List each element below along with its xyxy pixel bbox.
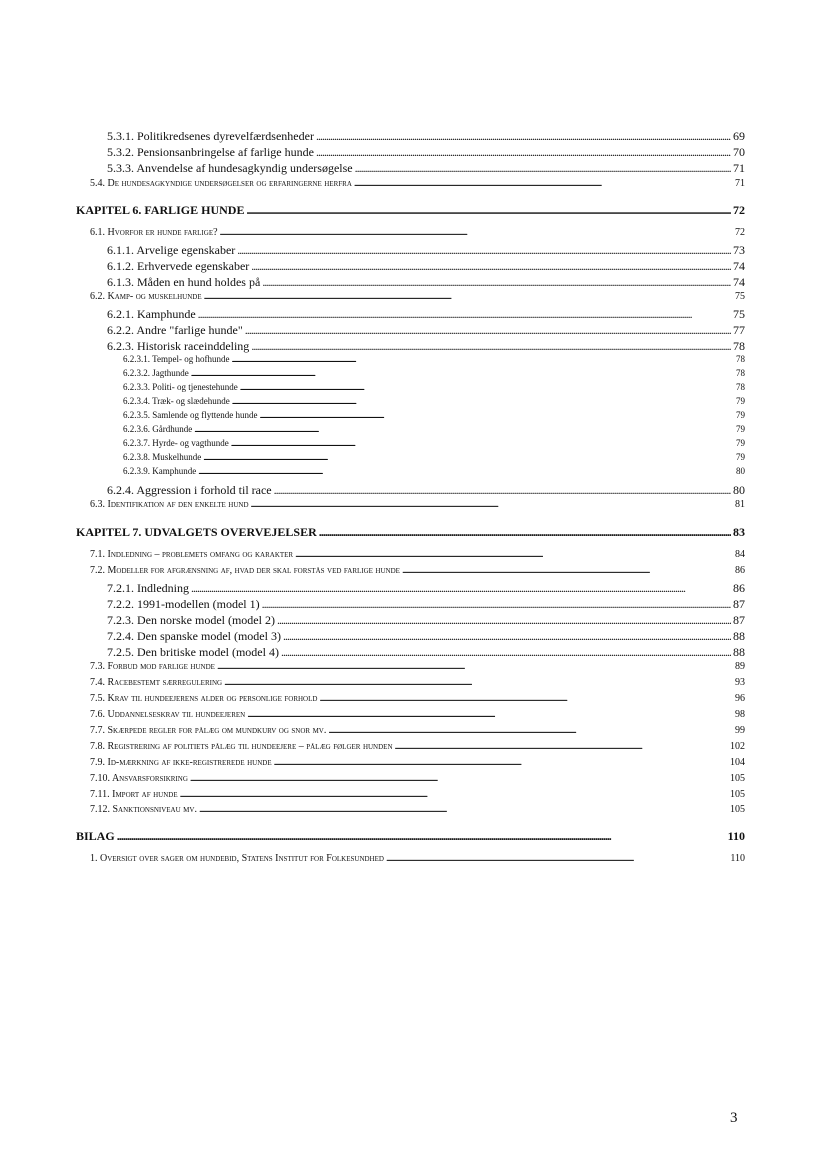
toc-entry-page: 71 bbox=[733, 161, 745, 175]
toc-entry-label: 7.7. Skærpede regler for pålæg om mundkurv og snor mv. bbox=[90, 725, 327, 736]
toc-entry-page: 87 bbox=[733, 597, 745, 611]
dot-leader bbox=[319, 694, 733, 704]
toc-entry-page: 105 bbox=[730, 789, 745, 800]
toc-entry[interactable] bbox=[123, 411, 745, 420]
toc-entry[interactable] bbox=[123, 369, 745, 378]
toc-entry-label: 7.3. Forbud mod farlige hunde bbox=[90, 661, 215, 672]
toc-entry-label: 5.3.2. Pensionsanbringelse af farlige hunde bbox=[107, 145, 314, 159]
toc-entry-label: 7.2.2. 1991-modellen (model 1) bbox=[107, 597, 260, 611]
toc-entry-label: 6.2.3.4. Træk- og slædehunde bbox=[123, 396, 230, 406]
toc-entry[interactable] bbox=[123, 383, 745, 392]
toc-entry-page: 78 bbox=[736, 368, 745, 378]
toc-entry-label: KAPITEL 6. FARLIGE HUNDE bbox=[76, 203, 245, 217]
toc-entry-label: 7.5. Krav til hundeejerens alder og personlige forhold bbox=[90, 693, 318, 704]
toc-entry-page: 87 bbox=[733, 613, 745, 627]
toc-entry-label: 1. Oversigt over sager om hundebid, Statens Institut for Folkesundhed bbox=[90, 853, 384, 864]
toc-entry-page: 78 bbox=[733, 339, 745, 353]
toc-entry-page: 72 bbox=[735, 227, 745, 238]
toc-entry-page: 88 bbox=[733, 629, 745, 643]
toc-entry[interactable] bbox=[123, 439, 745, 448]
dot-leader bbox=[245, 324, 731, 336]
dot-leader bbox=[190, 774, 728, 784]
dot-leader bbox=[316, 130, 731, 142]
toc-entry-label: 6.2.3.3. Politi- og tjenestehunde bbox=[123, 382, 238, 392]
toc-entry-page: 75 bbox=[735, 291, 745, 302]
toc-entry[interactable] bbox=[90, 228, 745, 238]
dot-leader bbox=[203, 453, 734, 462]
dot-leader bbox=[274, 484, 731, 496]
toc-entry[interactable] bbox=[107, 340, 745, 352]
toc-entry-page: 84 bbox=[735, 549, 745, 560]
dot-leader bbox=[232, 397, 734, 406]
dot-leader bbox=[277, 614, 731, 626]
toc-entry-label: 7.8. Registrering af politiets pålæg til hundeejere – pålæg følger hunden bbox=[90, 741, 393, 752]
toc-entry-label: 7.2. Modeller for afgrænsning af, hvad der skal forstås ved farlige hunde bbox=[90, 565, 400, 576]
toc-entry-page: 79 bbox=[736, 424, 745, 434]
dot-leader bbox=[217, 662, 733, 672]
toc-entry[interactable] bbox=[123, 453, 745, 462]
toc-entry-page: 110 bbox=[730, 853, 745, 864]
toc-entry-label: 5.4. De hundesagkyndige undersøgelser og erfaringerne herfra bbox=[90, 178, 352, 189]
dot-leader bbox=[117, 830, 726, 842]
toc-entry-page: 110 bbox=[727, 829, 745, 843]
dot-leader bbox=[251, 260, 731, 272]
toc-entry-page: 77 bbox=[733, 323, 745, 337]
toc-entry-label: 6.2.3. Historisk raceinddeling bbox=[107, 339, 250, 353]
toc-entry-page: 79 bbox=[736, 396, 745, 406]
dot-leader bbox=[251, 500, 733, 510]
dot-leader bbox=[224, 678, 733, 688]
dot-leader bbox=[395, 742, 729, 752]
toc-entry-label: 6.2.3.7. Hyrde- og vagthunde bbox=[123, 438, 229, 448]
toc-entry[interactable] bbox=[107, 646, 745, 658]
toc-entry-label: 7.2.4. Den spanske model (model 3) bbox=[107, 629, 281, 643]
toc-entry-label: 7.2.1. Indledning bbox=[107, 581, 189, 595]
toc-entry-label: 7.1. Indledning – problemets omfang og karakter bbox=[90, 549, 294, 560]
toc-entry-page: 69 bbox=[733, 129, 745, 143]
dot-leader bbox=[204, 292, 733, 302]
toc-entry[interactable] bbox=[90, 710, 745, 720]
toc-entry-page: 81 bbox=[735, 499, 745, 510]
dot-leader bbox=[402, 566, 733, 576]
toc-entry[interactable] bbox=[107, 630, 745, 642]
toc-entry-label: 6.2.1. Kamphunde bbox=[107, 307, 196, 321]
dot-leader bbox=[355, 162, 731, 174]
toc-entry-label: 6.2.3.8. Muskelhunde bbox=[123, 452, 202, 462]
toc-entry[interactable] bbox=[76, 204, 745, 216]
toc-entry[interactable] bbox=[107, 244, 745, 256]
toc-entry-label: 7.10. Ansvarsforsikring bbox=[90, 773, 188, 784]
toc-entry-page: 74 bbox=[733, 259, 745, 273]
toc-entry[interactable] bbox=[90, 774, 745, 784]
toc-entry-label: 6.1. Hvorfor er hunde farlige? bbox=[90, 227, 218, 238]
toc-entry-page: 75 bbox=[733, 307, 745, 321]
toc-entry[interactable] bbox=[90, 662, 745, 672]
toc-entry[interactable] bbox=[90, 550, 745, 560]
dot-leader bbox=[262, 276, 731, 288]
dot-leader bbox=[295, 550, 733, 560]
toc-entry[interactable] bbox=[123, 467, 745, 476]
toc-entry-label: 7.2.5. Den britiske model (model 4) bbox=[107, 645, 279, 659]
toc-entry-label: 6.2. Kamp- og muskelhunde bbox=[90, 291, 202, 302]
dot-leader bbox=[319, 526, 731, 538]
dot-leader bbox=[198, 308, 731, 320]
toc-entry[interactable] bbox=[107, 162, 745, 174]
toc-entry-page: 105 bbox=[730, 804, 745, 815]
toc-entry-label: BILAG bbox=[76, 829, 115, 843]
dot-leader bbox=[198, 467, 734, 476]
toc-entry[interactable] bbox=[90, 179, 745, 189]
toc-entry-page: 71 bbox=[735, 178, 745, 189]
dot-leader bbox=[237, 244, 731, 256]
toc-entry-page: 93 bbox=[735, 677, 745, 688]
dot-leader bbox=[180, 790, 728, 800]
toc-entry-label: 7.9. Id-mærkning af ikke-registrerede hunde bbox=[90, 757, 272, 768]
toc-entry-label: 6.2.3.2. Jagthunde bbox=[123, 368, 189, 378]
toc-entry-page: 78 bbox=[736, 382, 745, 392]
dot-leader bbox=[199, 805, 728, 815]
toc-entry-label: 5.3.1. Politikredsenes dyrevelfærdsenheder bbox=[107, 129, 314, 143]
toc-entry-label: 7.11. Import af hunde bbox=[90, 789, 178, 800]
toc-entry-page: 80 bbox=[736, 466, 745, 476]
toc-entry-label: KAPITEL 7. UDVALGETS OVERVEJELSER bbox=[76, 525, 317, 539]
toc-entry-page: 96 bbox=[735, 693, 745, 704]
toc-entry[interactable] bbox=[90, 500, 745, 510]
toc-entry-page: 78 bbox=[736, 354, 745, 364]
toc-entry[interactable] bbox=[107, 598, 745, 610]
toc-entry[interactable] bbox=[123, 425, 745, 434]
dot-leader bbox=[281, 646, 731, 658]
dot-leader bbox=[274, 758, 728, 768]
toc-entry[interactable] bbox=[90, 694, 745, 704]
toc-entry-label: 6.2.4. Aggression i forhold til race bbox=[107, 483, 272, 497]
toc-entry-label: 6.2.3.5. Samlende og flyttende hunde bbox=[123, 410, 258, 420]
toc-entry-label: 7.6. Uddannelseskrav til hundeejeren bbox=[90, 709, 246, 720]
toc-entry-label: 6.1.2. Erhvervede egenskaber bbox=[107, 259, 250, 273]
dot-leader bbox=[283, 630, 731, 642]
dot-leader bbox=[231, 439, 734, 448]
toc-entry-label: 5.3.3. Anvendelse af hundesagkyndig undersøgelse bbox=[107, 161, 353, 175]
toc-entry[interactable] bbox=[90, 805, 745, 815]
toc-entry-page: 73 bbox=[733, 243, 745, 257]
toc-entry[interactable] bbox=[107, 260, 745, 272]
page-number: 3 bbox=[730, 1110, 738, 1126]
toc-entry[interactable] bbox=[90, 742, 745, 752]
toc-entry-label: 6.2.3.1. Tempel- og hofhunde bbox=[123, 354, 230, 364]
toc-entry[interactable] bbox=[76, 526, 745, 538]
toc-entry-page: 80 bbox=[733, 483, 745, 497]
dot-leader bbox=[259, 411, 734, 420]
toc-entry-page: 70 bbox=[733, 145, 745, 159]
toc-entry[interactable] bbox=[107, 582, 745, 594]
toc-entry-label: 7.2.3. Den norske model (model 2) bbox=[107, 613, 275, 627]
toc-entry[interactable] bbox=[107, 324, 745, 336]
dot-leader bbox=[220, 228, 733, 238]
dot-leader bbox=[191, 582, 731, 594]
toc-entry-label: 6.1.3. Måden en hund holdes på bbox=[107, 275, 261, 289]
toc-entry[interactable] bbox=[90, 758, 745, 768]
toc-entry[interactable] bbox=[90, 292, 745, 302]
toc-entry-page: 79 bbox=[736, 452, 745, 462]
dot-leader bbox=[246, 204, 731, 216]
dot-leader bbox=[251, 340, 731, 352]
toc-entry[interactable] bbox=[107, 614, 745, 626]
dot-leader bbox=[231, 355, 734, 364]
toc-entry-page: 104 bbox=[730, 757, 745, 768]
toc-entry-label: 6.3. Identifikation af den enkelte hund bbox=[90, 499, 249, 510]
toc-entry-page: 88 bbox=[733, 645, 745, 659]
toc-entry[interactable] bbox=[90, 854, 745, 864]
toc-entry[interactable] bbox=[76, 830, 745, 842]
toc-entry-label: 6.1.1. Arvelige egenskaber bbox=[107, 243, 236, 257]
dot-leader bbox=[328, 726, 733, 736]
toc-entry[interactable] bbox=[90, 566, 745, 576]
dot-leader bbox=[316, 146, 731, 158]
toc-entry[interactable] bbox=[90, 678, 745, 688]
toc-entry-page: 79 bbox=[736, 410, 745, 420]
toc-entry-label: 6.2.2. Andre "farlige hunde" bbox=[107, 323, 243, 337]
toc-entry[interactable] bbox=[123, 397, 745, 406]
dot-leader bbox=[386, 854, 728, 864]
toc-entry[interactable] bbox=[123, 355, 745, 364]
toc-entry[interactable] bbox=[90, 790, 745, 800]
toc-entry-page: 86 bbox=[733, 581, 745, 595]
toc-entry-page: 105 bbox=[730, 773, 745, 784]
toc-entry[interactable] bbox=[90, 726, 745, 736]
toc-entry-label: 6.2.3.6. Gårdhunde bbox=[123, 424, 193, 434]
toc-entry-label: 7.4. Racebestemt særregulering bbox=[90, 677, 223, 688]
toc-entry-page: 86 bbox=[735, 565, 745, 576]
toc-entry[interactable] bbox=[107, 130, 745, 142]
toc-entry[interactable] bbox=[107, 276, 745, 288]
toc-entry[interactable] bbox=[107, 146, 745, 158]
dot-leader bbox=[262, 598, 731, 610]
toc-entry-page: 102 bbox=[730, 741, 745, 752]
dot-leader bbox=[194, 425, 734, 434]
toc-entry-page: 72 bbox=[733, 203, 745, 217]
dot-leader bbox=[191, 369, 734, 378]
toc-entry-label: 6.2.3.9. Kamphunde bbox=[123, 466, 197, 476]
toc-entry[interactable] bbox=[107, 308, 745, 320]
toc-entry-page: 74 bbox=[733, 275, 745, 289]
dot-leader bbox=[247, 710, 733, 720]
dot-leader bbox=[354, 179, 733, 189]
toc-entry-label: 7.12. Sanktionsniveau mv. bbox=[90, 804, 197, 815]
toc-entry-page: 99 bbox=[735, 725, 745, 736]
toc-entry-page: 98 bbox=[735, 709, 745, 720]
toc-entry-page: 79 bbox=[736, 438, 745, 448]
toc-entry-page: 83 bbox=[733, 525, 745, 539]
toc-entry-page: 89 bbox=[735, 661, 745, 672]
toc-entry[interactable] bbox=[107, 484, 745, 496]
dot-leader bbox=[240, 383, 734, 392]
